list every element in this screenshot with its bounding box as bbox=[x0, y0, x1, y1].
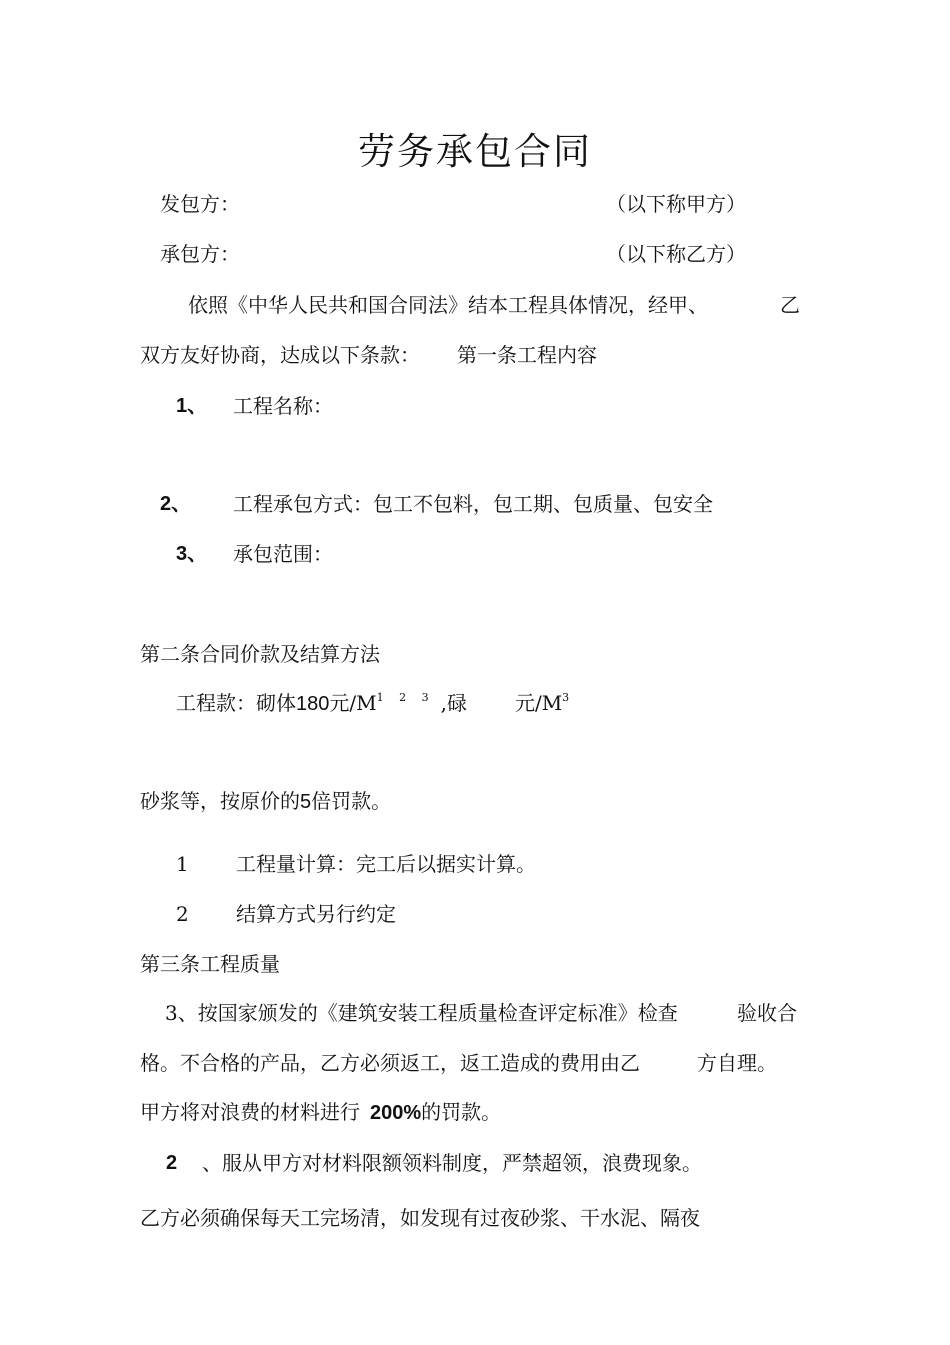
article1-heading: 第一条工程内容 bbox=[457, 343, 597, 367]
article2-sub2-num: 2 bbox=[176, 902, 189, 926]
price-superscript-2: 3 bbox=[562, 691, 570, 704]
article3-p1-line1: 3、按国家颁发的《建筑安装工程质量检查评定标准》检查 bbox=[165, 1001, 678, 1025]
article3-p2-text: 、服从甲方对材料限额领料制度，严禁超领，浪费现象。 bbox=[202, 1151, 702, 1175]
p1-line3-prefix: 甲方将对浪费的材料进行 bbox=[140, 1100, 360, 1124]
article3-p1-line1-tail: 验收合 bbox=[737, 1001, 797, 1025]
price-unit: 元/M bbox=[329, 691, 377, 715]
article3-p3-line1: 乙方必须确保每天工完场清，如发现有过夜砂浆、干水泥、隔夜 bbox=[140, 1206, 700, 1230]
article3-p1-line2-tail: 方自理。 bbox=[697, 1051, 777, 1075]
contractor-label: 发包方： bbox=[160, 192, 240, 216]
article2-penalty-line bbox=[140, 788, 391, 815]
document-title: 劳务承包合同 bbox=[358, 130, 592, 173]
article2-heading: 第二条合同价款及结算方法 bbox=[140, 642, 380, 666]
intro-line-1: 依照《中华人民共和国合同法》结本工程具体情况，经甲、 bbox=[188, 293, 708, 317]
article2-price-line bbox=[176, 690, 569, 717]
subcontractor-label: 承包方： bbox=[160, 242, 240, 266]
article1-item1-text: 工程名称： bbox=[233, 394, 333, 418]
article1-item2-num: 2、 bbox=[160, 493, 192, 515]
intro-line-2: 双方友好协商，达成以下条款： bbox=[140, 343, 420, 367]
article1-item2-text: 工程承包方式：包工不包料，包工期、包质量、包安全 bbox=[233, 492, 713, 516]
penalty-value: 5 bbox=[300, 791, 312, 813]
price-prefix: 工程款：砌体 bbox=[176, 691, 296, 715]
p1-line3-value: 200% bbox=[370, 1102, 422, 1124]
article3-p1-line3 bbox=[140, 1099, 501, 1126]
price-value: 180 bbox=[296, 693, 330, 715]
article1-item3-text: 承包范围： bbox=[233, 542, 333, 566]
penalty-prefix: 砂浆等，按原价的 bbox=[140, 789, 300, 813]
article2-sub2-text: 结算方式另行约定 bbox=[236, 902, 396, 926]
article2-sub1-text: 工程量计算：完工后以据实计算。 bbox=[236, 852, 536, 876]
article3-p1-line2: 格。不合格的产品，乙方必须返工，返工造成的费用由乙 bbox=[140, 1051, 640, 1075]
penalty-suffix: 倍罚款。 bbox=[311, 789, 392, 813]
p1-line3-suffix: 的罚款。 bbox=[421, 1100, 502, 1124]
subcontractor-suffix: （以下称乙方） bbox=[606, 242, 746, 266]
article2-sub1-num: 1 bbox=[176, 852, 189, 876]
article3-p2-num: 2 bbox=[166, 1152, 178, 1174]
intro-line-1-tail: 乙 bbox=[780, 293, 800, 317]
price-superscript: 1 2 3 bbox=[376, 691, 435, 704]
price-mid: ,碌 bbox=[440, 691, 467, 715]
article1-item3-num: 3、 bbox=[176, 543, 208, 565]
article3-heading: 第三条工程质量 bbox=[140, 952, 280, 976]
article1-item1-num: 1、 bbox=[176, 395, 208, 417]
price-unit-2: 元/M bbox=[514, 691, 563, 715]
contractor-suffix: （以下称甲方） bbox=[606, 192, 746, 216]
